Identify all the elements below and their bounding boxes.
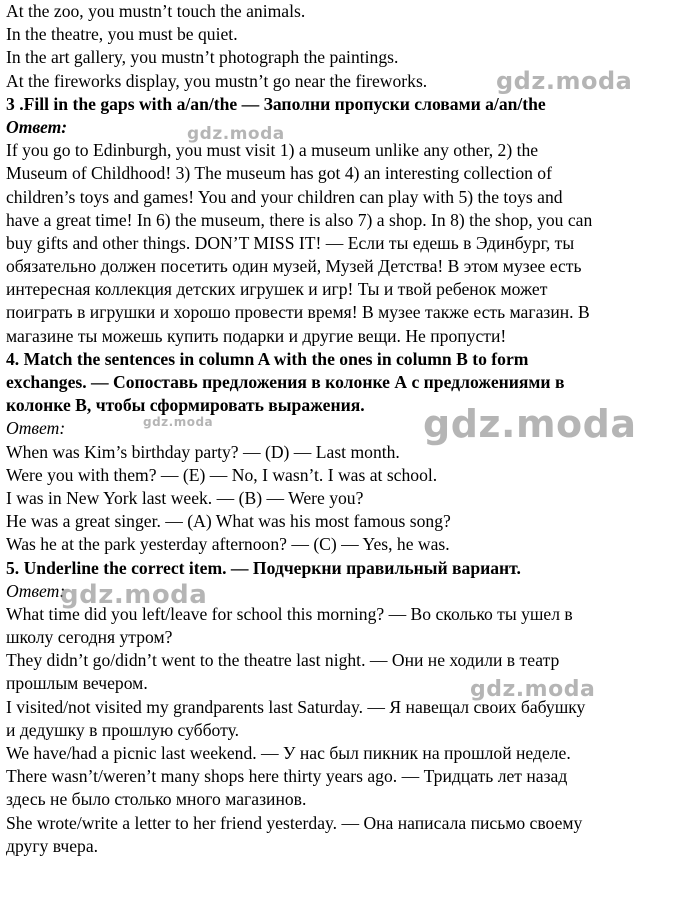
task-5-heading: 5. Underline the correct item. — Подчеркни правильный вариант. bbox=[6, 557, 521, 578]
text-line: поиграть в игрушки и хорошо провести время! В музее также есть магазин. В bbox=[6, 302, 590, 323]
text-line: прошлым вечером. bbox=[6, 673, 148, 694]
text-line: школу сегодня утром? bbox=[6, 627, 173, 648]
text-line: We have/had a picnic last weekend. — У нас был пикник на прошлой неделе. bbox=[6, 743, 571, 763]
text-line: In the theatre, you must be quiet. bbox=[6, 24, 238, 45]
task-4-heading-cont: exchanges. — Сопоставь предложения в колонке А с предложениями в bbox=[6, 372, 565, 392]
text-line: There wasn’t/weren’t many shops here thirty years ago. — Тридцать лет назад bbox=[6, 766, 568, 787]
text-line: buy gifts and other things. DON’T MISS IT! — Если ты едешь в Эдинбург, ты bbox=[6, 232, 575, 253]
text-line: At the zoo, you mustn’t touch the animals. bbox=[6, 1, 306, 21]
text-line: In the art gallery, you mustn’t photograph the paintings. bbox=[6, 47, 399, 68]
text-line: обязательно должен посетить один музей, Музей Детства! В этом музее есть bbox=[6, 256, 582, 277]
text-line: At the fireworks display, you mustn’t go near the fireworks. bbox=[6, 70, 428, 91]
answer-label: Ответ: bbox=[6, 418, 66, 439]
task-4-heading-cont: колонке В, чтобы сформировать выражения. bbox=[6, 395, 365, 416]
text-line: I was in New York last week. — (B) — Were you? bbox=[6, 487, 364, 508]
text-line: have a great time! In 6) the museum, there is also 7) a shop. In 8) the shop, you can bbox=[6, 209, 593, 230]
task-4-heading: 4. Match the sentences in column A with the ones in column B to form bbox=[6, 348, 529, 369]
text-line: Were you with them? — (E) — No, I wasn’t. I was at school. bbox=[6, 464, 438, 485]
text-line: When was Kim’s birthday party? — (D) — Last month. bbox=[6, 441, 400, 462]
watermark: gdz.moda bbox=[423, 402, 637, 446]
text-line: Was he at the park yesterday afternoon? — (C) — Yes, he was. bbox=[6, 534, 450, 555]
watermark: gdz.moda bbox=[60, 580, 208, 610]
text-line: магазине ты можешь купить подарки и другие вещи. Не пропусти! bbox=[6, 325, 507, 346]
text-line: They didn’t go/didn’t went to the theatre last night. — Они не ходили в театр bbox=[6, 650, 560, 671]
text-line: What time did you left/leave for school this morning? — Во сколько ты ушел в bbox=[6, 603, 573, 624]
watermark: gdz.moda bbox=[187, 124, 285, 144]
text-line: He was a great singer. — (A) What was his most famous song? bbox=[6, 511, 451, 532]
text-line: I visited/not visited my grandparents last Saturday. — Я навещал своих бабушку bbox=[6, 696, 586, 717]
watermark: gdz.moda bbox=[496, 67, 633, 95]
answer-label: Ответ: bbox=[6, 580, 66, 601]
watermark: gdz.moda bbox=[143, 415, 214, 429]
answer-label: Ответ: bbox=[6, 116, 68, 137]
text-line: интересная коллекция детских игрушек и игр! Ты и твой ребенок может bbox=[6, 279, 548, 300]
text-line: She wrote/write a letter to her friend yesterday. — Она написала письмо своему bbox=[6, 812, 583, 833]
text-line: другу вчера. bbox=[6, 835, 99, 856]
watermark: gdz.moda bbox=[470, 677, 596, 702]
text-line: Museum of Childhood! 3) The museum has got 4) an interesting collection of bbox=[6, 163, 552, 184]
text-line: If you go to Edinburgh, you must visit 1) a museum unlike any other, 2) the bbox=[6, 140, 539, 161]
task-3-heading: 3 .Fill in the gaps with a/an/the — Заполни пропуски словами a/an/the bbox=[6, 93, 546, 114]
text-line: children’s toys and games! You and your children can play with 5) the toys and bbox=[6, 186, 563, 207]
text-line: здесь не было столько много магазинов. bbox=[6, 789, 307, 810]
text-line: и дедушку в прошлую субботу. bbox=[6, 719, 240, 740]
